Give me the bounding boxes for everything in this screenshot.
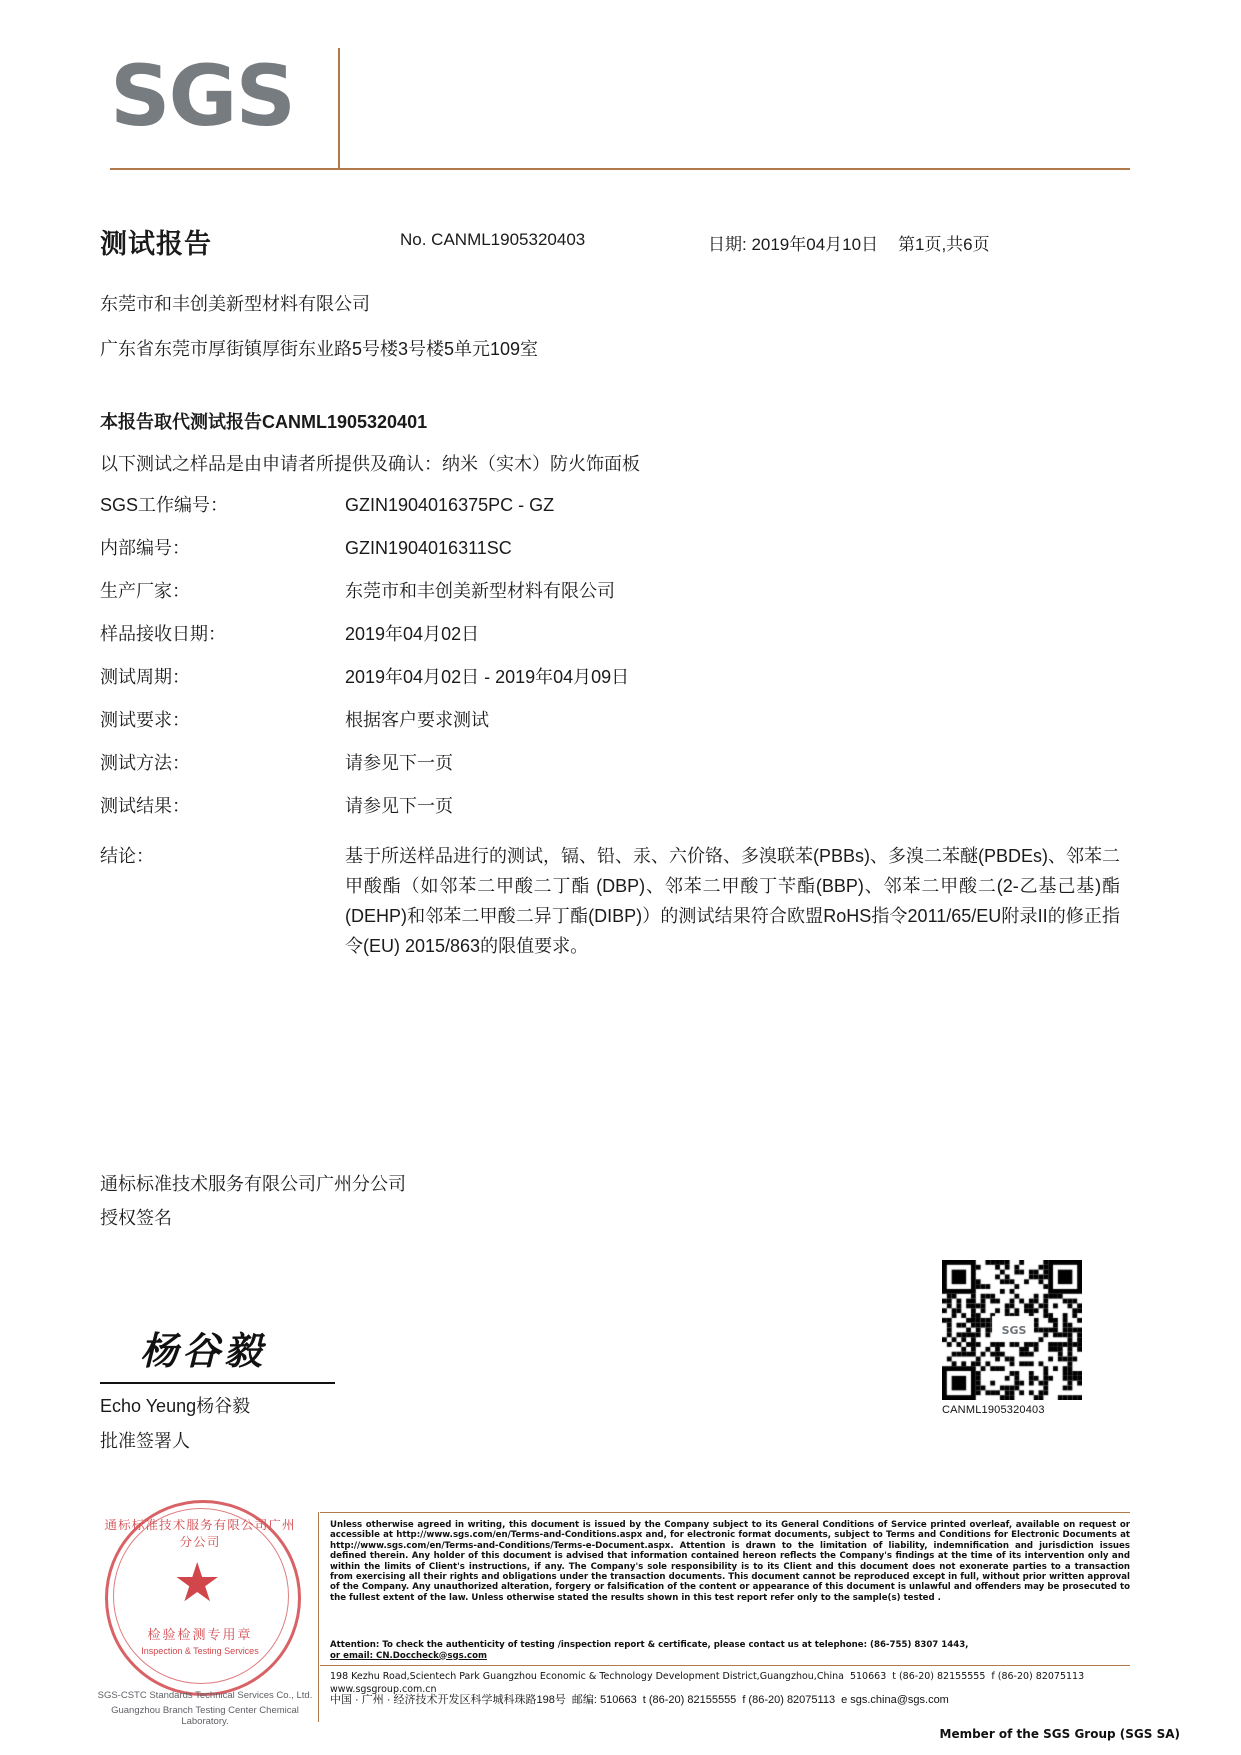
sgs-logo-text: SGS xyxy=(110,47,294,145)
field-label: 测试方法： xyxy=(100,753,190,773)
report-header-row xyxy=(100,228,1130,262)
field-value: 东莞市和丰创美新型材料有限公司 xyxy=(345,581,615,601)
field-row xyxy=(100,578,1130,604)
client-address: 广东省东莞市厚街镇厚街东业路5号楼3号楼5单元109室 xyxy=(100,339,539,359)
footer-postcode-en: 510663 xyxy=(849,1671,887,1682)
footer-postcode-cn: 邮编: 510663 xyxy=(571,1694,637,1706)
page-title: 测试报告 xyxy=(100,229,212,259)
footer-fax-en: f (86-20) 82075113 xyxy=(991,1671,1085,1682)
footer-address-cn: 中国 · 广州 · 经济技术开发区科学城科珠路198号 xyxy=(330,1694,566,1706)
page-count: 第1页,共6页 xyxy=(898,235,990,254)
footer-fax-cn: f (86-20) 82075113 xyxy=(742,1694,836,1706)
footer-attention-line1: Attention: To check the authenticity of testing /inspection report & certificate, please contact us at telephone: (86-755) 8307 1443, xyxy=(330,1640,969,1650)
field-value: 2019年04月02日 xyxy=(345,624,480,644)
client-name: 东莞市和丰创美新型材料有限公司 xyxy=(100,294,370,314)
sample-description: 以下测试之样品是由申请者所提供及确认：纳米（实木）防火饰面板 xyxy=(100,454,640,474)
qr-code-caption: CANML1905320403 xyxy=(942,1404,1045,1416)
field-value: GZIN1904016311SC xyxy=(345,538,512,558)
footer-tel-cn: t (86-20) 82155555 xyxy=(642,1694,737,1706)
conclusion-row xyxy=(100,841,1130,961)
report-fields xyxy=(100,492,1130,961)
footer-email-cn[interactable]: e sgs.china@sgs.com xyxy=(841,1694,949,1706)
field-row xyxy=(100,664,1130,690)
stamp-bottom-text: Inspection & Testing Services xyxy=(141,1646,259,1656)
authorized-signature-label: 授权签名 xyxy=(100,1208,172,1228)
field-value: 2019年04月02日 - 2019年04月09日 xyxy=(345,667,630,687)
qr-code xyxy=(942,1260,1082,1400)
field-row xyxy=(100,750,1130,776)
field-value: 请参见下一页 xyxy=(345,796,453,816)
footer-attention xyxy=(330,1640,1130,1661)
field-row xyxy=(100,707,1130,733)
field-value: GZIN1904016375PC - GZ xyxy=(345,495,555,515)
field-label: 测试要求： xyxy=(100,710,190,730)
conclusion-label: 结论： xyxy=(100,846,154,866)
qr-sgs-badge: SGS xyxy=(995,1319,1033,1341)
signatory-name: Echo Yeung杨谷毅 xyxy=(100,1396,251,1416)
field-row xyxy=(100,492,1130,518)
field-row xyxy=(100,621,1130,647)
field-row xyxy=(100,535,1130,561)
field-row xyxy=(100,793,1130,819)
logo-vertical-rule xyxy=(338,48,340,170)
field-label: 内部编号： xyxy=(100,538,190,558)
field-label: 生产厂家： xyxy=(100,581,190,601)
footer-middle-rule xyxy=(320,1665,1130,1666)
conclusion-text: 基于所送样品进行的测试，镉、铅、汞、六价铬、多溴联苯(PBBs)、多溴二苯醚(PBDEs)、邻苯二甲酸酯（如邻苯二甲酸二丁酯 (DBP)、邻苯二甲酸丁苄酯(BBP)、邻苯二甲酸二(2-乙基己基)酯(DEHP)和邻苯二甲酸二异丁酯(DIBP)）的测试结果符合欧盟RoHS指令2011/65/EU附录II的修正指令(EU) 2015/863的限值要求。 xyxy=(345,846,1121,956)
lab-name-line2: Guangzhou Branch Testing Center Chemical Laboratory. xyxy=(111,1705,299,1727)
footer-address-en: 198 Kezhu Road,Scientech Park Guangzhou Economic & Technology Development District,Guangzhou,China xyxy=(330,1671,844,1682)
sgs-logo xyxy=(110,48,340,168)
field-value: 请参见下一页 xyxy=(345,753,453,773)
field-label: 测试结果： xyxy=(100,796,190,816)
lab-name-line1: SGS-CSTC Standards Technical Services Co., Ltd. xyxy=(97,1690,313,1701)
report-date: 日期: 2019年04月10日 xyxy=(708,235,879,254)
stamp-center-text: 检验检测专用章 xyxy=(147,1627,253,1642)
field-label: 样品接收日期： xyxy=(100,624,226,644)
handwritten-signature: 杨谷毅 xyxy=(140,1328,267,1373)
signatory-role: 批准签署人 xyxy=(100,1431,190,1451)
field-label: 测试周期： xyxy=(100,667,190,687)
footer-vertical-rule xyxy=(318,1512,319,1722)
signature-rule xyxy=(100,1382,335,1384)
footer-address-cn-row xyxy=(330,1693,1130,1707)
field-label: SGS工作编号： xyxy=(100,495,229,515)
footer-legal-text: Unless otherwise agreed in writing, this document is issued by the Company subject to its General Conditions of Service printed overleaf, available on request or accessible at http://www.sgs.com/en/Terms-and-Conditions.aspx and, for electronic format documents, subject to Terms and Conditions for Electronic Documents at http://www.sgs.com/en/Terms-and-Conditions/Terms-e-Document.aspx. Attention is drawn to the limitation of liability, indemnification and jurisdiction issues defined therein. Any holder of this document is advised that information contained hereon reflects the Company's findings at the time of its intervention only and within the limits of Client's instructions, if any. The Company's sole responsibility is to its Client and this document does not exonerate parties to a transaction from exercising all their rights and obligations under the transaction documents. This document cannot be reproduced except in full, without prior written approval of the Company. Any unauthorized alteration, forgery or falsification of the content or appearance of this document is unlawful and offenders may be prosecuted to the fullest extent of the law. Unless otherwise stated the results shown in this test report refer only to the sample(s) tested . xyxy=(330,1520,1130,1603)
header-horizontal-rule xyxy=(110,168,1130,170)
stamp-top-text: 通标标准技术服务有限公司广州分公司 xyxy=(104,1518,296,1549)
footer-website[interactable]: www.sgsgroup.com.cn xyxy=(330,1684,437,1695)
footer-member-line: Member of the SGS Group (SGS SA) xyxy=(939,1727,1180,1741)
footer-attention-line2[interactable]: or email: CN.Doccheck@sgs.com xyxy=(330,1650,487,1661)
supersede-notice: 本报告取代测试报告CANML1905320401 xyxy=(100,412,428,432)
field-value: 根据客户要求测试 xyxy=(345,710,489,730)
report-number: No. CANML1905320403 xyxy=(400,230,586,249)
footer-tel-en: t (86-20) 82155555 xyxy=(892,1671,986,1682)
signing-company: 通标标准技术服务有限公司广州分公司 xyxy=(100,1174,406,1194)
official-stamp: 通标标准技术服务有限公司广州分公司 ★ 检验检测专用章 Inspection & Testing Services SGS-CSTC Standards Technical Services Co., Ltd. Guangzhou Branch Testing Center Chemical Laboratory. xyxy=(105,1500,305,1700)
footer-top-rule xyxy=(320,1512,1130,1513)
